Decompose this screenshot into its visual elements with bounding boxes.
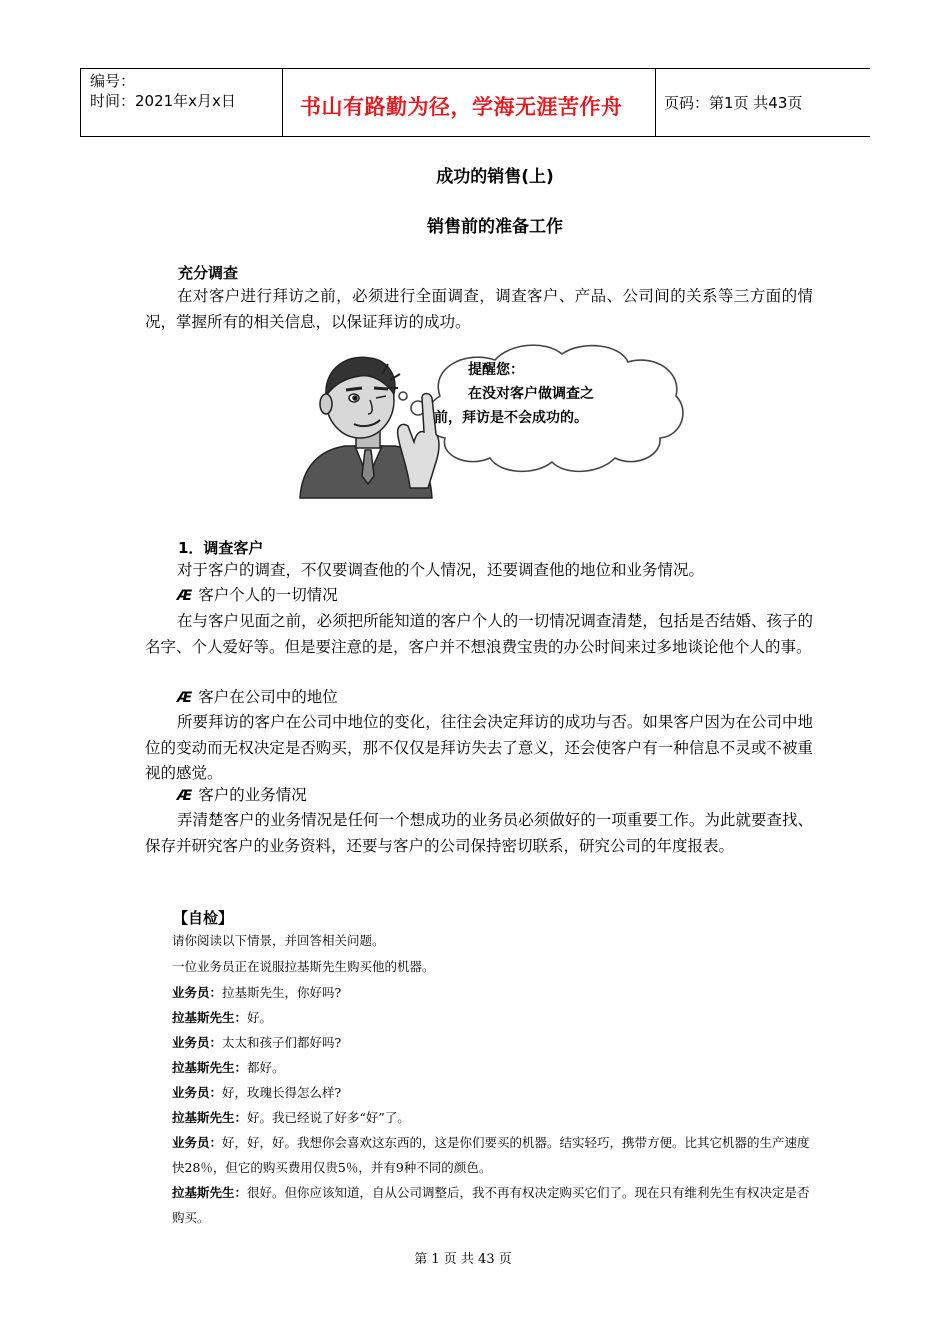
reminder-line-2: 前，拜访是不会成功的。: [434, 410, 588, 426]
dialog-text: 好，玫瑰长得怎么样?: [222, 1085, 342, 1100]
self-check-heading: 【自检】: [173, 909, 234, 927]
dialog-speaker: 拉基斯先生：: [172, 1110, 248, 1125]
bullet-marker: Æ: [177, 788, 193, 804]
dialog-line: [172, 1081, 822, 1106]
self-check-instruction: 请你阅读以下情景，并回答相关问题。: [172, 933, 385, 948]
dialog-text: 太太和孩子们都好吗?: [222, 1035, 342, 1050]
dialog-line: [172, 981, 822, 1006]
dialog-speaker: 拉基斯先生：: [172, 1010, 248, 1025]
reminder-line-1: 在没对客户做调查之: [468, 386, 594, 402]
section-heading: 充分调查: [178, 264, 239, 282]
dialog-speaker: 拉基斯先生：: [172, 1185, 248, 1200]
bullet-item-1: [177, 583, 338, 610]
header-number-label: 编号：: [90, 72, 136, 90]
header-top-border: [80, 68, 870, 69]
dialog-speaker: 业务员：: [172, 1035, 223, 1050]
header-left-border: [80, 68, 81, 137]
dialog-text: 好。: [247, 1010, 273, 1025]
bullet-marker: Æ: [177, 690, 193, 706]
bullet-item-2: [177, 685, 338, 712]
subsection-heading: 1．调查客户: [178, 539, 264, 557]
bullet-title: 客户在公司中的地位: [198, 688, 338, 706]
dialog-line: [172, 1031, 822, 1056]
dialog-speaker: 业务员：: [172, 1085, 223, 1100]
header-divider-1: [282, 68, 283, 137]
reminder-title: 提醒您：: [468, 362, 524, 378]
header-motto: 书山有路勤为径，学海无涯苦作舟: [300, 95, 623, 119]
reminder-illustration: [290, 338, 690, 503]
dialog-line: [172, 1106, 822, 1131]
speech-cloud: [399, 345, 683, 471]
bullet-text-2: 所要拜访的客户在公司中地位的变化，往往会决定拜访的成功与否。如果客户因为在公司中地位的变动而无权决定是否购买，那不仅仅是拜访失去了意义，还会使客户有一种信息不灵或不被重视的感觉。: [145, 713, 813, 782]
dialog-speaker: 拉基斯先生：: [172, 1060, 248, 1075]
bullet-text-3: 弄清楚客户的业务情况是任何一个想成功的业务员必须做好的一项重要工作。为此就要查找、保存并研究客户的业务资料，还要与客户的公司保持密切联系，研究公司的年度报表。: [145, 811, 813, 855]
bullet-marker: Æ: [177, 588, 193, 604]
document-subtitle: 销售前的准备工作: [427, 217, 563, 237]
dialog-line: [172, 1006, 822, 1031]
section-intro: 在对客户进行拜访之前，必须进行全面调查，调查客户、产品、公司间的关系等三方面的情况，掌握所有的相关信息，以保证拜访的成功。: [145, 287, 813, 331]
subsection-intro: 对于客户的调查，不仅要调查他的个人情况，还要调查他的地位和业务情况。: [177, 561, 705, 579]
dialog-speaker: 业务员：: [172, 1135, 223, 1150]
header-divider-2: [655, 68, 656, 137]
dialog-text: 好，好，好。我想你会喜欢这东西的，这是你们要买的机器。结实轻巧，携带方便。比其它机器的生产速度快28％，但它的购买费用仅贵5％，并有9种不同的颜色。: [172, 1135, 810, 1175]
header-time-label: 时间：2021年x月x日: [90, 92, 236, 110]
dialog-text: 很好。但你应该知道，自从公司调整后，我不再有权决定购买它们了。现在只有维利先生有权决定是否购买。: [172, 1185, 810, 1225]
bullet-text-1: 在与客户见面之前，必须把所能知道的客户个人的一切情况调查清楚，包括是否结婚、孩子的名字、个人爱好等。但是要注意的是，客户并不想浪费宝贵的办公时间来过多地谈论他个人的事。: [145, 612, 813, 656]
bullet-title: 客户的业务情况: [198, 786, 307, 804]
header-bottom-border: [80, 136, 870, 137]
dialog-text: 都好。: [247, 1060, 285, 1075]
page-footer: 第 1 页 共 43 页: [414, 1252, 512, 1267]
self-check-scenario: 一位业务员正在说服拉基斯先生购买他的机器。: [172, 959, 435, 974]
dialog-line: [172, 1131, 818, 1180]
dialog-speaker: 业务员：: [172, 985, 223, 1000]
dialog-line: [172, 1181, 818, 1230]
dialog-line: [172, 1056, 822, 1081]
bullet-title: 客户个人的一切情况: [198, 586, 338, 604]
dialog-text: 好。我已经说了好多“好”了。: [247, 1110, 410, 1125]
header-page-info: 页码：第1页 共43页: [664, 94, 803, 112]
dialog-text: 拉基斯先生，你好吗?: [222, 985, 342, 1000]
document-title: 成功的销售(上): [436, 167, 554, 187]
bullet-item-3: [177, 783, 307, 810]
cartoon-man: [300, 357, 439, 498]
